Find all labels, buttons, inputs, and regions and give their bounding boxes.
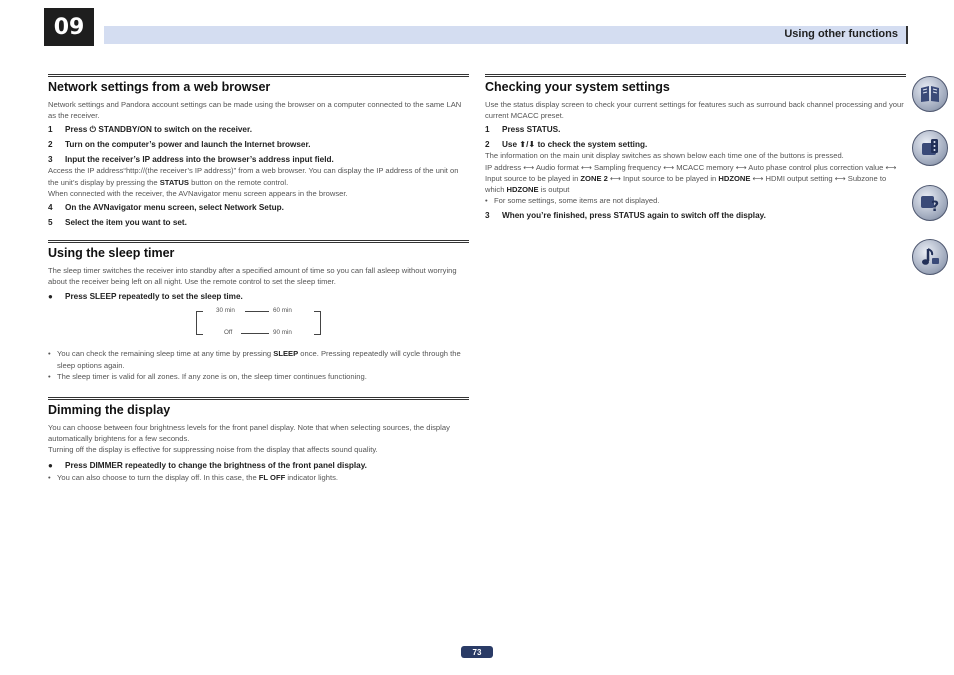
network-intro: Network settings and Pandora account settings can be made using the browser on a computer connected to the same LAN as the receiver. [48,100,462,121]
svg-text:?: ? [931,199,940,214]
header-title: Using other functions [784,28,898,40]
dimming-title: Dimming the display [48,397,469,417]
step-text: Press DIMMER repeatedly to change the brightness of the front panel display. [65,460,367,470]
bullet-icon: • [485,196,488,206]
sleep-section [48,240,469,397]
step-text: Press SLEEP repeatedly to set the sleep time. [65,292,243,302]
step-number: 3 [485,211,490,221]
network-step-2 [48,139,469,150]
bullet-icon: ● [48,460,53,470]
dimming-intro-1: You can choose between four brightness levels for the front panel display. Note that when selecting sources, the display automatically brightens for a few seconds. [48,423,450,444]
sleep-title: Using the sleep timer [48,240,469,260]
sleep-option-90: 90 min [273,329,292,337]
checking-title: Checking your system settings [485,74,906,94]
sleep-intro: The sleep timer switches the receiver into standby after a specified amount of time so you can fall asleep without worrying about the receiver being left on all night. Use the remote control to set the sleep timer. [48,266,457,287]
bullet-icon: • [48,349,51,359]
step-text: Turn on the computer’s power and launch the Internet browser. [65,140,311,150]
checking-step-1 [485,124,906,135]
network-section [48,74,469,240]
step-text: Use ⬆/⬇ to check the system setting. [502,140,648,150]
step-number: 5 [48,218,53,228]
step-text: Press ⏻ STANDBY/ON to switch on the receiver. [65,125,252,135]
sleep-option-off: Off [224,329,233,337]
bullet-icon: • [48,371,51,381]
dimming-intro-2: Turning off the display is effective for suppressing noise from the display that affects sound quality. [48,445,378,455]
dimming-note: • You can also choose to turn the display off. In this case, the FL OFF indicator lights. [48,472,338,482]
step-number: 3 [48,155,53,165]
network-step-3 [48,154,469,165]
network-step-5 [48,217,469,228]
sleep-note-2: • The sleep timer is valid for all zones. If any zone is on, the sleep timer continues functioning. [48,371,367,381]
step-number: 1 [485,125,490,135]
network-note: Access the IP address“http://(the receiver’s IP address)” from a web browser. You can display the IP address of the unit on the unit’s display by pressing the STATUS button on the remote control. [48,166,459,187]
bullet-icon: ● [48,292,53,302]
right-column [485,74,906,225]
diagram-right-bracket [314,311,321,335]
bullet-icon: • [48,472,51,482]
dimming-step [48,460,469,471]
sleep-note-1: • You can check the remaining sleep time at any time by pressing SLEEP once. Pressing repeatedly will cycle through the sleep options again. [48,349,461,370]
help-question-icon[interactable] [912,185,948,221]
sleep-option-60: 60 min [273,307,292,315]
network-note-2: When connected with the receiver, the AVNavigator menu screen appears in the browser. [48,188,348,198]
chapter-number: 09 [44,8,94,46]
checking-info-1: The information on the main unit display switches as shown below each time one of the buttons is pressed. [485,151,844,161]
diagram-line-bottom [241,333,269,334]
checking-step-3 [485,210,906,221]
step-text: Press STATUS. [502,125,561,135]
music-note-icon[interactable] [912,239,948,275]
step-number: 2 [48,140,53,150]
dimming-section [48,397,469,483]
step-text: When you’re finished, press STATUS again to switch off the display. [502,211,766,221]
step-number: 1 [48,125,53,135]
sleep-step [48,291,469,302]
remote-control-icon[interactable] [912,130,948,166]
sleep-option-30: 30 min [216,307,235,315]
step-number: 2 [485,140,490,150]
page-number: 73 [461,646,493,658]
checking-info-2: IP address ⟷ Audio format ⟷ Sampling frequency ⟷ MCACC memory ⟷ Auto phase control plus correction value ⟷ Input source to be played in ZONE 2 ⟷ Input source to be played in HDZONE ⟷ HDMI output setting ⟷ Subzone to which HDZONE is output [485,162,897,195]
diagram-left-bracket [196,311,203,335]
book-icon[interactable] [912,76,948,112]
step-text: Input the receiver’s IP address into the browser’s address input field. [65,155,334,165]
diagram-line-top [245,311,269,312]
step-number: 4 [48,203,53,213]
checking-intro: Use the status display screen to check your current settings for features such as surround back channel processing and your current MCACC preset. [485,100,904,121]
header-bar [104,26,908,44]
sleep-cycle-diagram [48,306,469,342]
checking-note: • For some settings, some items are not displayed. [485,196,660,206]
left-column [48,74,469,483]
network-step-4 [48,202,469,213]
step-text: Select the item you want to set. [65,218,187,228]
checking-step-2 [485,139,906,150]
step-text: On the AVNavigator menu screen, select Network Setup. [65,203,284,213]
network-title: Network settings from a web browser [48,74,469,94]
network-step-1 [48,124,469,135]
up-down-arrow-icon: ⬆/⬇ [519,140,536,150]
power-icon: ⏻ [89,125,97,135]
checking-section [485,74,906,221]
